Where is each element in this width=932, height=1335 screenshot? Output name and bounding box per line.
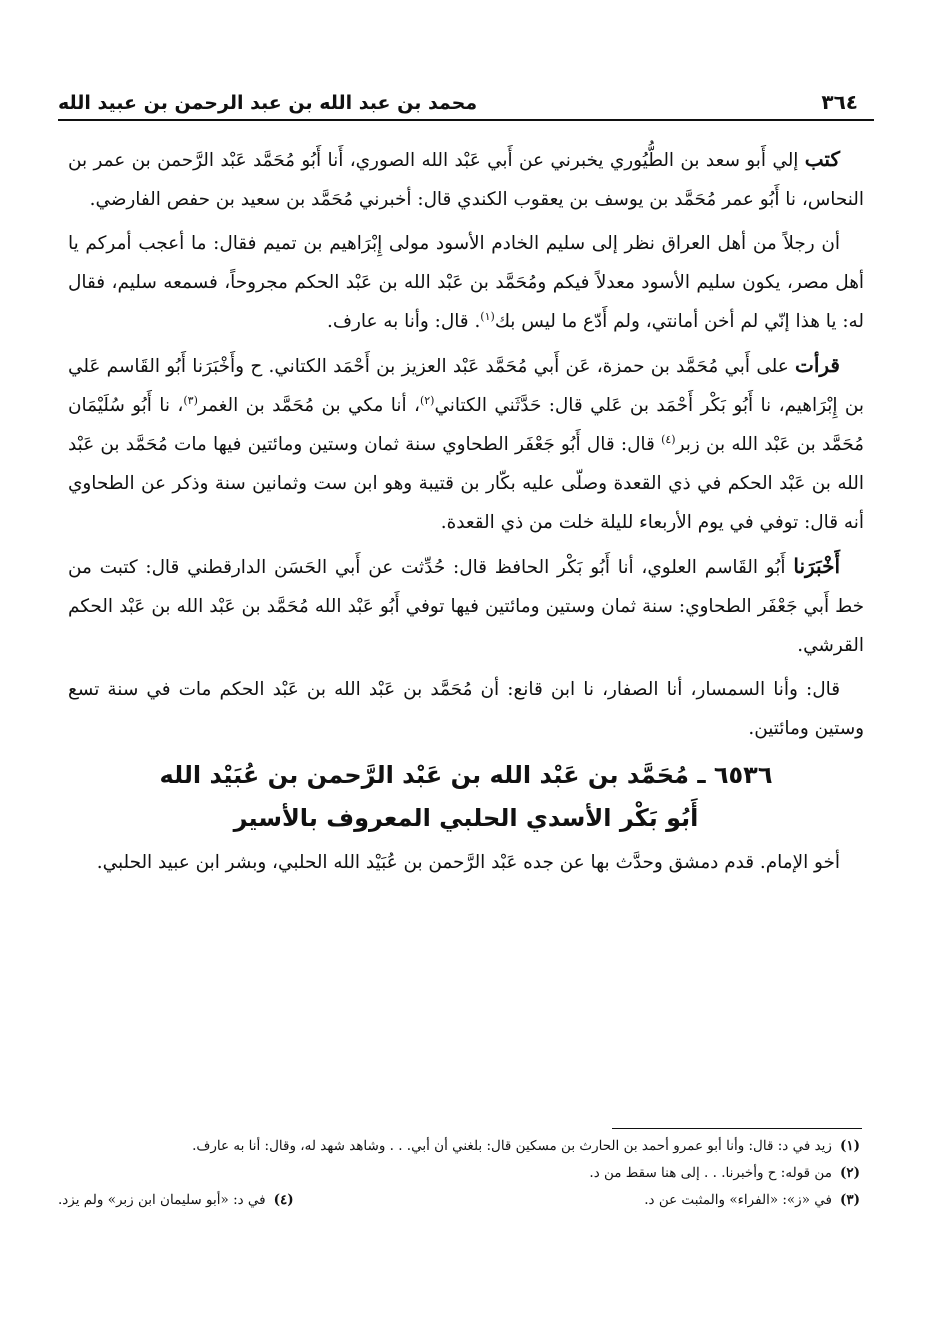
- footnotes: [58, 1134, 860, 1215]
- paragraph-text: قال: قال أَبُو جَعْفَر الطحاوي سنة ثمان وستين ومائتين فيها مات مُحَمَّد بن عَبْد الله بن عَبْد الحكم في ذي القعدة وصلّى عليه بكّار بن قتيبة وهو ابن ست وثمانين سنة وذكر عن الطحاوي أنه قال: توفي في يوم الأربعاء لليلة خلت من ذي القعدة.: [68, 434, 864, 533]
- paragraph-text: أَبُو القَاسم العلوي، أنا أَبُو بَكْر الحافظ قال: حُدِّثت عن أَبي الحَسَن الدارقطني قال: كتبت من خط أَبي جَعْفَر الطحاوي: سنة ثمان وستين ومائتين فيها توفي أَبُو عَبْد الله مُحَمَّد بن عَبْد الله بن عَبْد الحكم القرشي.: [68, 557, 864, 656]
- paragraph-lead-word: كتب: [804, 147, 840, 171]
- footnote-ref-2[interactable]: (٢): [419, 393, 435, 407]
- paragraph-lead-word: أَخْبَرَنا: [793, 554, 840, 578]
- entry-heading: [68, 754, 864, 840]
- footnote-4: [58, 1188, 294, 1213]
- footnote-number: (٢): [839, 1165, 860, 1181]
- footnote-ref-4[interactable]: (٤): [661, 432, 676, 446]
- footnote-rule: [612, 1128, 862, 1129]
- footnote-ref-1[interactable]: (١): [480, 309, 495, 323]
- paragraph-2: [68, 224, 864, 341]
- paragraph-6: [68, 843, 864, 882]
- paragraph-1: [68, 140, 864, 219]
- footnote-1: [58, 1134, 860, 1159]
- running-title: محمد بن عبد الله بن عبد الرحمن بن عبيد الله: [58, 92, 478, 114]
- entry-heading-line-2: أَبُو بَكْر الأسدي الحلبي المعروف بالأسير: [233, 804, 699, 832]
- header-rule: [58, 119, 874, 121]
- paragraph-text-end: . قال: وأنا به عارف.: [327, 311, 481, 332]
- main-text: [68, 140, 864, 887]
- footnote-number: (١): [839, 1138, 860, 1154]
- footnote-number: (٤): [273, 1192, 294, 1208]
- footnote-text: في «ز»: «الفراء» والمثبت عن د.: [644, 1192, 832, 1208]
- paragraph-text: إلي أَبو سعد بن الطُّيُوري يخبرني عن أَبي عَبْد الله الصوري، أَنا أَبُو مُحَمَّد عَبْد الرَّحمن بن عمر بن النحاس، نا أَبُو عمر مُحَمَّد بن يوسف بن يعقوب الكندي قال: أخبرني مُحَمَّد بن سعيد بن حفص الفارضي.: [68, 150, 864, 210]
- paragraph-text: أن رجلاً من أهل العراق نظر إلى سليم الخادم الأسود مولى إِبْرَاهيم بن تميم فقال: ما أعجب أمركم يا أهل مصر، يكون سليم الأسود معدلاً فيكم ومُحَمَّد بن عَبْد الله بن عَبْد الحكم مجروحاً، فسمعه سليم، فقال له: يا هذا إنّي لم أخن أمانتي، ولم أَدّع ما ليس بك: [68, 233, 864, 332]
- footnote-3: [644, 1188, 860, 1213]
- running-header: [58, 62, 874, 122]
- footnote-text: من قوله: ح وأخبرنا. . . إلى هنا سقط من د.: [589, 1165, 832, 1181]
- paragraph-4: [68, 547, 864, 665]
- paragraph-text: ، أنا مكي بن مُحَمَّد بن الغمر: [197, 395, 420, 416]
- footnote-ref-3[interactable]: (٣): [183, 393, 198, 407]
- footnote-row-3-4: [58, 1188, 860, 1213]
- paragraph-text: قال: وأنا السمسار، أنا الصفار، نا ابن قانع: أن مُحَمَّد بن عَبْد الله بن عَبْد الحكم مات في سنة تسع وستين ومائتين.: [68, 679, 864, 739]
- footnote-text: زيد في د: قال: وأنا أبو عمرو أحمد بن الحارث بن مسكين قال: بلغني أن أبي. . . وشاهد شهد له، وقال: أنا به عارف.: [192, 1138, 832, 1154]
- footnote-2: [58, 1161, 860, 1186]
- footnote-number: (٣): [839, 1192, 860, 1208]
- entry-heading-line-1: ٦٥٣٦ ـ مُحَمَّد بن عَبْد الله بن عَبْد الرَّحمن بن عُبَيْد الله: [159, 761, 773, 789]
- paragraph-5: [68, 670, 864, 748]
- paragraph-text: أخو الإمام. قدم دمشق وحدَّث بها عن جده عَبْد الرَّحمن بن عُبَيْد الله الحلبي، وبشر ابن عبيد الحلبي.: [96, 852, 840, 873]
- paragraph-3: [68, 346, 864, 542]
- page-number: ٣٦٤: [821, 90, 858, 114]
- paragraph-text: ، نا أَبُو سُلَيْمَان مُحَمَّد بن عَبْد الله بن زبر: [68, 395, 864, 455]
- paragraph-text: على أَبي مُحَمَّد بن حمزة، عَن أَبي مُحَمَّد عَبْد العزيز بن أَحْمَد الكتاني. ح وأَخْبَرَنا أَبُو القَاسم عَلي بن إِبْرَاهيم، نا أَبُو بَكْر أَحْمَد بن عَلي قال: حَدَّثَني الكتاني: [68, 356, 864, 416]
- paragraph-lead-word: قرأت: [795, 353, 840, 377]
- footnote-text: في د: «أبو سليمان ابن زبر» ولم يزد.: [58, 1192, 266, 1208]
